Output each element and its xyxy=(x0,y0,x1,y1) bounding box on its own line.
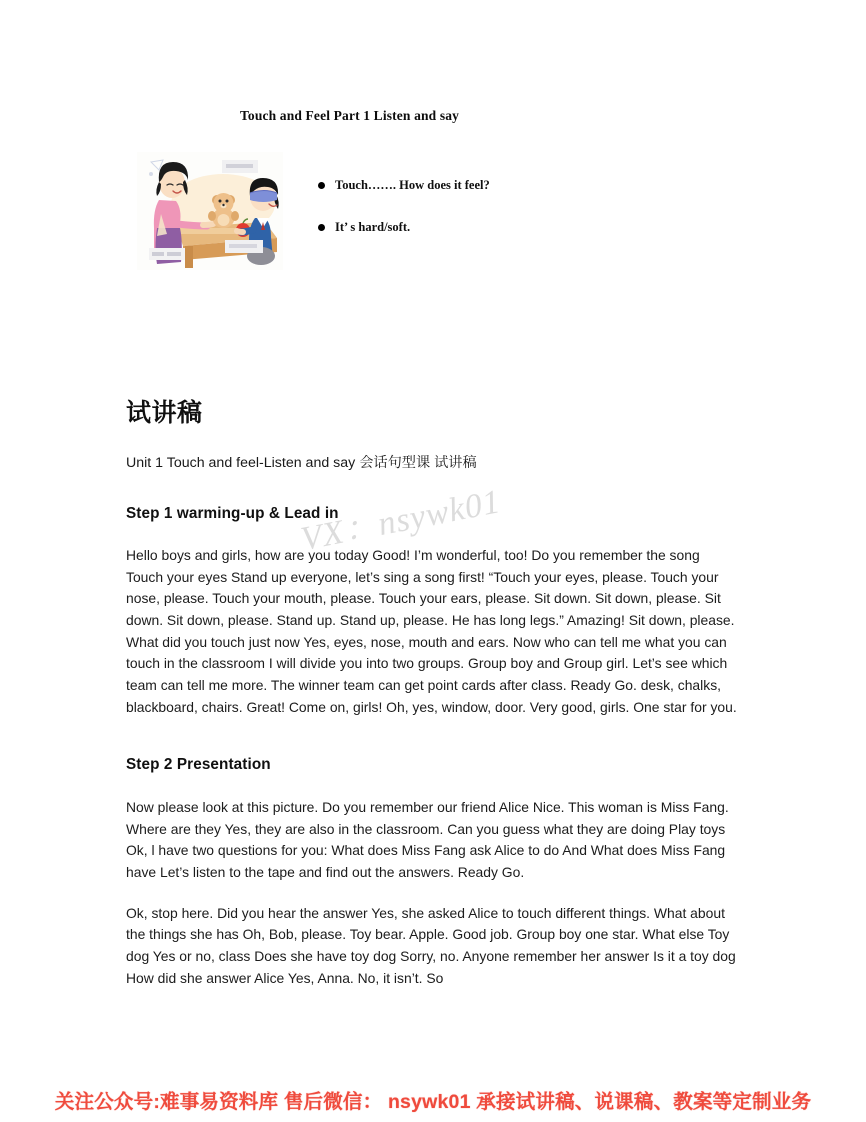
bullet-dot-icon xyxy=(318,224,325,231)
footer-text: 关注公众号:难事易资料库 售后微信： nsywk01 承接试讲稿、说课稿、教案等定制业务 xyxy=(54,1091,812,1113)
section-paragraph: Hello boys and girls, how are you today Good! I’m wonderful, too! Do you remember the song Touch your eyes Stand up everyone, let’s sing a song first! “Touch your eyes, please. Touch your nose, please. Touch your mouth, please. Touch your ears, please. Sit down. Sit down, please. Sit down. Sit down, please. Stand up. Stand up, please. He has long legs.” Amazing! Sit down, please. What did you touch just now Yes, eyes, nose, mouth and ears. Now who can tell me what you can touch in the classroom I will divide you into two groups. Group boy and Group girl. Let’s see which team can tell me more. The winner team can get point cards after class. Ready Go. desk, chalks, blackboard, chairs. Great! Come on, girls! Oh, yes, window, door. Very good, girls. One star for you. xyxy=(126,546,737,715)
bullet-dot-icon xyxy=(318,182,325,189)
section-heading-step-2: Step 2 Presentation xyxy=(126,756,271,774)
bullet-label: Touch……. How does it feel? xyxy=(335,178,490,192)
section-paragraph: Ok, stop here. Did you hear the answer Yes, she asked Alice to touch different things. What about the things she has Oh, Bob, please. Toy bear. Apple. Good job. Group boy one star. What else Toy dog Yes or no, class Does she have toy dog Sorry, no. Anyone remember her answer Is it a toy dog How did she answer Alice Yes, Anna. No, it isn’t. So xyxy=(126,904,736,986)
page-title: 试讲稿 xyxy=(126,399,203,427)
target-language-bullets xyxy=(318,178,618,262)
classroom-illustration xyxy=(137,152,283,270)
bullet-item xyxy=(318,220,618,235)
bullet-label: It’ s hard/soft. xyxy=(335,220,411,234)
document-subtitle: Unit 1 Touch and feel-Listen and say 会话句型课 试讲稿 xyxy=(126,455,477,472)
section-paragraph: Now please look at this picture. Do you remember our friend Alice Nice. This woman is Miss Fang. Where are they Yes, they are also in the classroom. Can you guess what they are doing Play toys Ok, l have two questions for you: What does Miss Fang ask Alice to do And What does Miss Fang have Let’s listen to the tape and find out the answers. Ready Go. xyxy=(126,798,729,880)
section-spacer xyxy=(126,737,738,754)
footer-banner xyxy=(0,1086,866,1114)
section-heading-step-1: Step 1 warming-up & Lead in xyxy=(126,504,339,522)
watermark: VX：nsywk01 xyxy=(297,483,504,559)
worksheet-title: Touch and Feel Part 1 Listen and say xyxy=(240,108,460,123)
bullet-item xyxy=(318,178,618,193)
lesson-plan-body xyxy=(126,398,738,1008)
